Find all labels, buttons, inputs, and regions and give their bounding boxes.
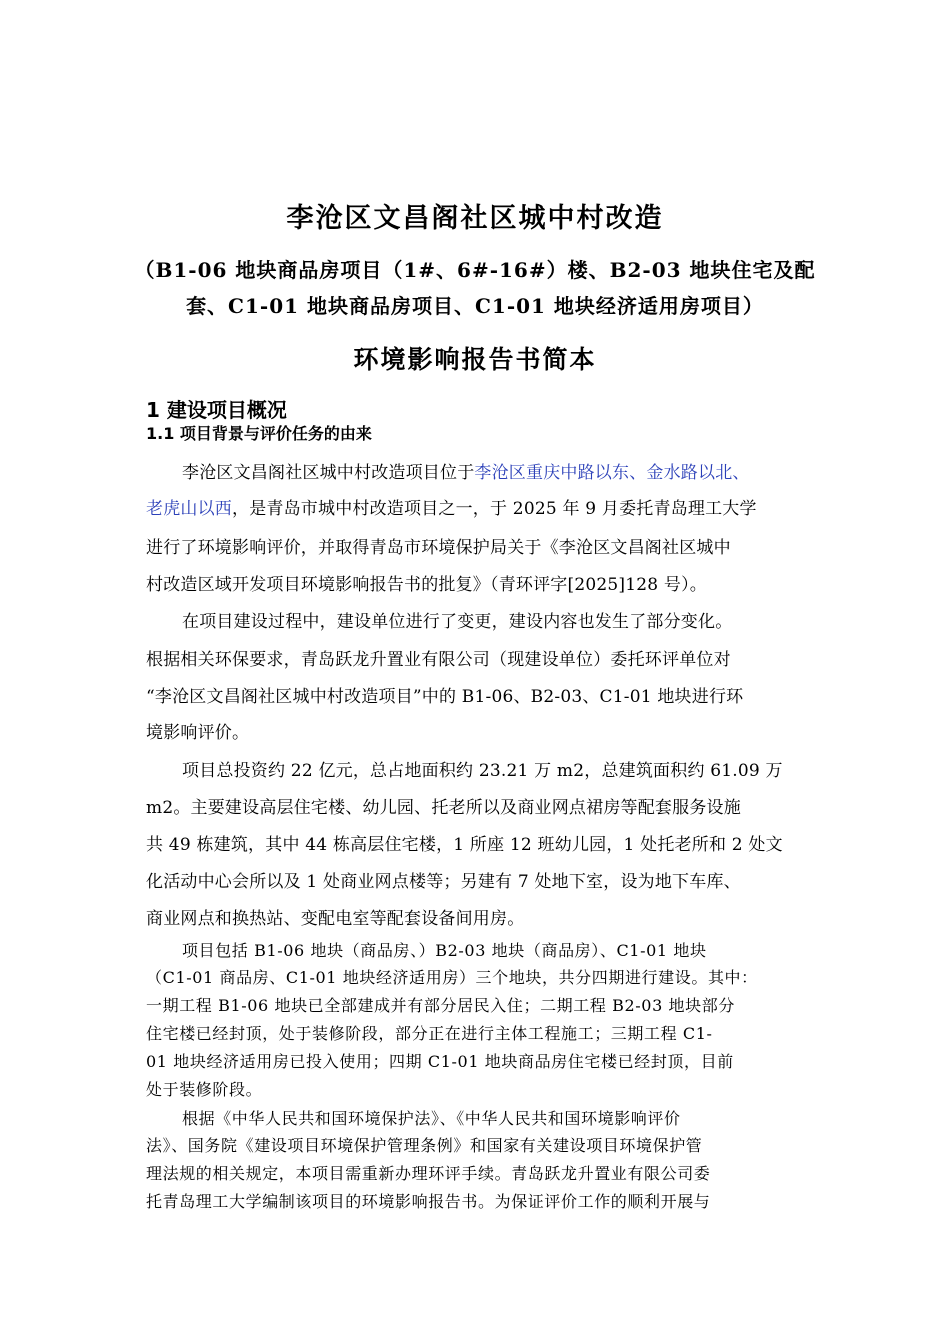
location-link[interactable]: 李沧区重庆中路以东、金水路以北、	[474, 463, 750, 483]
paragraph-3-line-3: 共 49 栋建筑，其中 44 栋高层住宅楼，1 所座 12 班幼儿园，1 处托老所和 2 处文	[146, 835, 783, 855]
paragraph-5-line-3: 理法规的相关规定，本项目需重新办理环评手续。青岛跃龙升置业有限公司委	[146, 1164, 711, 1183]
paragraph-2-line-4: 境影响评价。	[146, 723, 250, 743]
paragraph-1-line-1	[182, 458, 812, 483]
paragraph-4-line-1: 项目包括 B1-06 地块（商品房、）B2-03 地块（商品房）、C1-01 地块	[182, 941, 707, 960]
document-subtitle-line-1: （B1-06 地块商品房项目（1#、6#-16#）楼、B2-03 地块住宅及配	[134, 258, 816, 282]
paragraph-1-line-3: 进行了环境影响评价，并取得青岛市环境保护局关于《李沧区文昌阁社区城中	[146, 538, 731, 558]
document-subtitle-line-2: 套、C1-01 地块商品房项目、C1-01 地块经济适用房项目）	[186, 294, 764, 318]
paragraph-3-line-4: 化活动中心会所以及 1 处商业网点楼等；另建有 7 处地下室，设为地下车库、	[146, 872, 741, 892]
paragraph-4-line-6: 处于装修阶段。	[146, 1080, 263, 1099]
paragraph-text: ，是青岛市城中村改造项目之一，于 2025 年 9 月委托青岛理工大学	[232, 499, 757, 519]
paragraph-3-line-1: 项目总投资约 22 亿元，总占地面积约 23.21 万 m2，总建筑面积约 61.09 万	[182, 761, 783, 781]
location-link[interactable]: 老虎山以西	[146, 499, 232, 519]
paragraph-2-line-3: “李沧区文昌阁社区城中村改造项目”中的 B1-06、B2-03、C1-01 地块进行环	[146, 687, 744, 707]
paragraph-4-line-2: （C1-01 商品房、C1-01 地块经济适用房）三个地块，共分四期进行建设。其中：	[146, 968, 758, 987]
paragraph-5-line-2: 法》、国务院《建设项目环境保护管理条例》和国家有关建设项目环境保护管	[146, 1136, 703, 1155]
paragraph-4-line-3: 一期工程 B1-06 地块已全部建成并有部分居民入住；二期工程 B2-03 地块部分	[146, 996, 735, 1015]
paragraph-5-line-4: 托青岛理工大学编制该项目的环境影响报告书。为保证评价工作的顺利开展与	[146, 1192, 711, 1211]
paragraph-1-line-2	[146, 494, 812, 519]
paragraph-4-line-4: 住宅楼已经封顶，处于装修阶段，部分正在进行主体工程施工；三期工程 C1-	[146, 1024, 713, 1043]
subsection-heading: 1.1 项目背景与评价任务的由来	[146, 424, 372, 443]
paragraph-4-line-5: 01 地块经济适用房已投入使用；四期 C1-01 地块商品房住宅楼已经封顶，目前	[146, 1052, 734, 1071]
document-title: 李沧区文昌阁社区城中村改造	[286, 203, 664, 234]
paragraph-2-line-1: 在项目建设过程中，建设单位进行了变更，建设内容也发生了部分变化。	[182, 612, 733, 632]
section-heading: 1 建设项目概况	[146, 398, 287, 422]
paragraph-5-line-1: 根据《中华人民共和国环境保护法》、《中华人民共和国环境影响评价	[182, 1109, 681, 1128]
report-title: 环境影响报告书简本	[353, 345, 597, 374]
paragraph-2-line-2: 根据相关环保要求，青岛跃龙升置业有限公司（现建设单位）委托环评单位对	[146, 650, 731, 670]
paragraph-3-line-5: 商业网点和换热站、变配电室等配套设备间用房。	[146, 909, 525, 929]
paragraph-text: 李沧区文昌阁社区城中村改造项目位于	[182, 463, 475, 483]
paragraph-1-line-4: 村改造区域开发项目环境影响报告书的批复》（青环评字[2025]128 号）。	[146, 575, 707, 595]
paragraph-3-line-2: m2。主要建设高层住宅楼、幼儿园、托老所以及商业网点裙房等配套服务设施	[146, 798, 741, 818]
